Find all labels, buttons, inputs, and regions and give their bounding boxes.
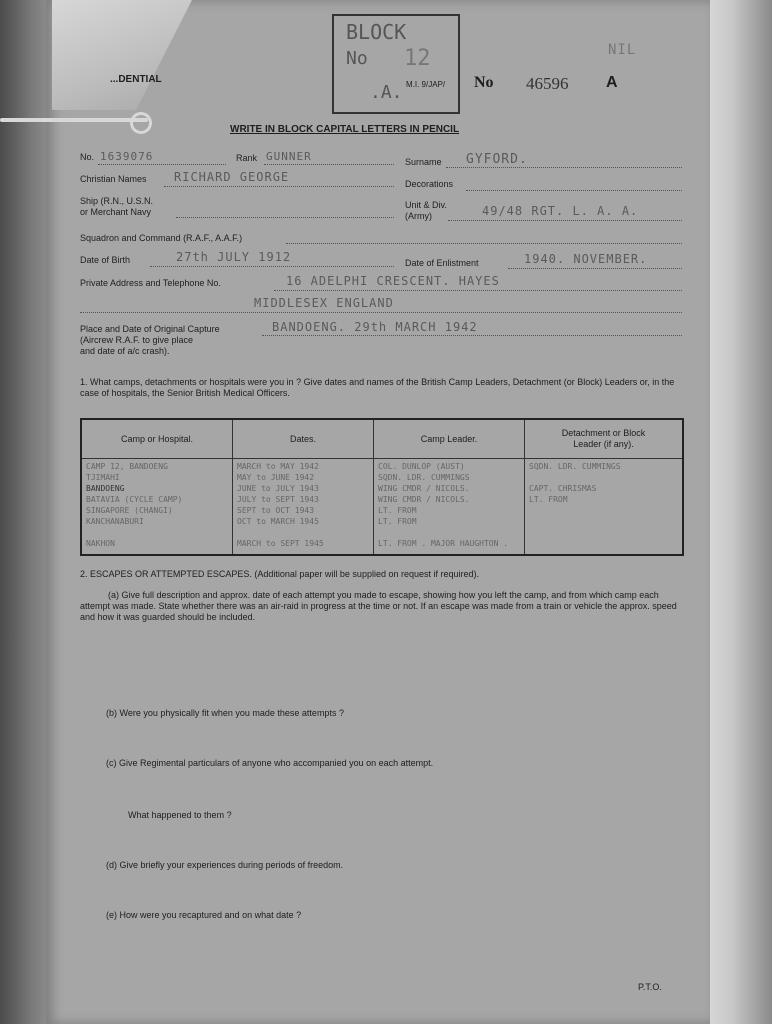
table-cell: CAMP 12, BANDOENG — [86, 462, 168, 471]
form-reference: M.I. 9/JAP/ — [406, 80, 446, 89]
camps-table — [80, 418, 684, 556]
nil-handwritten-note: NIL — [608, 42, 637, 58]
table-cell: LT. FROM — [378, 506, 417, 515]
table-cell: SQDN. LDR. CUMMINGS — [378, 473, 470, 482]
capture-label-2: (Aircrew R.A.F. to give place — [80, 335, 194, 345]
ship-label-1: Ship (R.N., U.S.N. — [80, 196, 154, 206]
table-cell — [86, 527, 228, 538]
dob-value: 27th JULY 1912 — [176, 250, 292, 264]
christian-names-value: RICHARD GEORGE — [174, 170, 290, 184]
table-cell: MARCH to SEPT 1945 — [237, 539, 324, 548]
unit-label-1: Unit & Div. — [405, 200, 447, 210]
tie-string — [0, 118, 148, 122]
table-cell — [378, 527, 520, 538]
detachment-leader-column — [525, 459, 684, 556]
header-camp-or-hospital: Camp or Hospital. — [81, 419, 233, 459]
table-cell: JUNE to JULY 1943 — [237, 484, 319, 493]
capture-value: BANDOENG. 29th MARCH 1942 — [272, 320, 478, 334]
question-2b-text: (b) Were you physically fit when you made these attempts ? — [106, 708, 344, 718]
table-cell: NAKHON — [86, 539, 115, 548]
table-cell: KANCHANABURI — [86, 517, 144, 526]
capture-label-3: and date of a/c crash). — [80, 346, 170, 356]
address-label: Private Address and Telephone No. — [80, 278, 221, 288]
stamp-block-text: BLOCK — [346, 20, 407, 44]
stamp-no-text: No — [346, 48, 368, 69]
table-cell: SEPT to OCT 1943 — [237, 506, 315, 515]
header-camp-leader: Camp Leader. — [374, 419, 525, 459]
number-label: No — [474, 74, 494, 91]
enlistment-value: 1940. NOVEMBER. — [524, 252, 648, 266]
table-cell: BATAVIA (CYCLE CAMP) — [86, 495, 183, 504]
rank-label: Rank — [236, 153, 258, 163]
question-1-text: 1. What camps, detachments or hospitals were you in ? Give dates and names of the British Camp Leaders, Detachment (or Block) Leaders or, in the case of hospitals, the Senior British Medical Officers. — [80, 377, 675, 398]
block-stamp — [332, 14, 460, 114]
decorations-label: Decorations — [405, 179, 454, 189]
table-cell: CAPT. CHRISMAS — [529, 484, 597, 493]
table-cell: MARCH to MAY 1942 — [237, 462, 319, 471]
header-dates: Dates. — [233, 419, 374, 459]
ship-label-2: or Merchant Navy — [80, 207, 152, 217]
table-cell — [237, 527, 369, 538]
table-cell: WING CMDR / NICOLS. — [378, 495, 470, 504]
table-cell: SQDN. LDR. CUMMINGS — [529, 462, 621, 471]
stamp-a-text: .A. — [370, 82, 403, 103]
capture-label-1: Place and Date of Original Capture — [80, 324, 220, 334]
instruction-heading: WRITE IN BLOCK CAPITAL LETTERS IN PENCIL — [230, 124, 460, 135]
question-2d-text: (d) Give briefly your experiences during periods of freedom. — [106, 860, 344, 870]
question-2e-text: (e) How were you recaptured and on what date ? — [106, 910, 302, 920]
question-2c-followup: What happened to them ? — [128, 810, 232, 820]
service-no-value: 1639076 — [100, 150, 154, 163]
section-2-title: 2. ESCAPES OR ATTEMPTED ESCAPES. (Additional paper will be supplied on request if required). — [80, 569, 480, 579]
table-cell: MAY to JUNE 1942 — [237, 473, 315, 482]
table-cell: BANDOENG — [86, 484, 125, 493]
question-2a-text: (a) Give full description and approx. date of each attempt you made to escape, showing how you left the camp, and from which camp each attempt was made. State whether there was an air-raid in progress at the time or not. If an escape was made from a train or vehicle the approx. speed and how it was guarded should be included. — [80, 590, 677, 622]
camp-column — [81, 459, 233, 556]
rank-value: GUNNER — [266, 150, 312, 163]
confidential-marking: ...DENTIAL — [110, 74, 162, 85]
address-line-1: 16 ADELPHI CRESCENT. HAYES — [286, 274, 500, 288]
table-cell: TJIMAHI — [86, 473, 120, 482]
enlistment-label: Date of Enlistment — [405, 258, 479, 268]
table-cell — [529, 472, 678, 483]
question-2c-text: (c) Give Regimental particulars of anyone who accompanied you on each attempt. — [106, 758, 434, 768]
surname-value: GYFORD. — [466, 152, 528, 167]
unit-value: 49/48 RGT. L. A. A. — [482, 204, 639, 218]
table-cell: LT. FROM . MAJOR HAUGHTON . — [378, 539, 509, 548]
table-cell: COL. DUNLOP (AUST) — [378, 462, 465, 471]
table-cell: OCT to MARCH 1945 — [237, 517, 319, 526]
service-no-label: No. — [80, 152, 95, 162]
tie-string-loop — [130, 112, 152, 134]
address-line-2: MIDDLESEX ENGLAND — [254, 296, 394, 310]
surname-label: Surname — [405, 157, 442, 167]
stamp-handwritten-number: 12 — [404, 46, 431, 71]
christian-names-label: Christian Names — [80, 174, 147, 184]
pto-note: P.T.O. — [638, 982, 662, 992]
number-value: 46596 — [526, 74, 569, 93]
unit-label-2: (Army) — [405, 211, 432, 221]
table-cell: JULY to SEPT 1943 — [237, 495, 319, 504]
dob-label: Date of Birth — [80, 255, 131, 265]
binder-right-pages — [706, 0, 772, 1024]
camp-leader-column — [374, 459, 525, 556]
camps-table-body-row — [81, 459, 683, 556]
table-cell: LT. FROM — [529, 495, 568, 504]
table-cell: SINGAPORE (CHANGI) — [86, 506, 173, 515]
squadron-label: Squadron and Command (R.A.F., A.A.F.) — [80, 233, 243, 243]
dates-column — [233, 459, 374, 556]
table-cell: WING CMDR / NICOLS. — [378, 484, 470, 493]
header-detachment-leader: Detachment or Block Leader (if any). — [525, 419, 684, 459]
table-cell: LT. FROM — [378, 517, 417, 526]
camps-table-header-row — [81, 419, 683, 459]
number-suffix: A — [606, 74, 618, 91]
